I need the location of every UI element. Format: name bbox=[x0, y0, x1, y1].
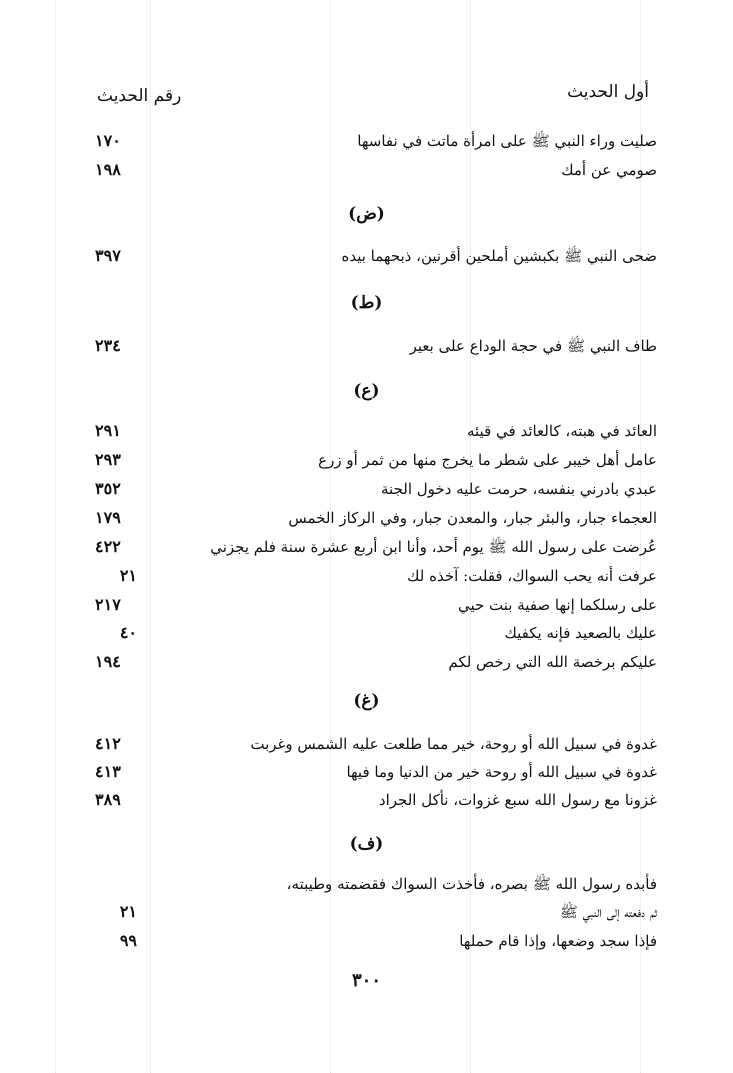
hadith-number: ٤١٣ bbox=[95, 762, 121, 781]
index-row bbox=[95, 592, 657, 618]
hadith-number: ١٩٤ bbox=[95, 652, 121, 671]
hadith-opening: على رسلكما إنها صفية بنت حيي bbox=[457, 596, 657, 614]
hadith-number: ٢١ bbox=[119, 566, 137, 585]
hadith-opening: ضحى النبي ﷺ بكبشين أملحين أقرنين، ذبحهما بيده bbox=[341, 247, 657, 265]
page-number: ٣٠٠ bbox=[351, 970, 381, 991]
index-row bbox=[95, 243, 657, 269]
hadith-opening: عرفت أنه يحب السواك، فقلت: آخذه لك bbox=[407, 567, 657, 585]
index-row bbox=[95, 899, 657, 925]
hadith-number: ٣٩٧ bbox=[95, 246, 121, 265]
hadith-opening: عليكم برخصة الله التي رخص لكم bbox=[448, 653, 657, 671]
index-row bbox=[95, 333, 657, 359]
letter-heading: (ع) bbox=[353, 381, 380, 401]
index-row bbox=[95, 871, 657, 897]
hadith-opening: غدوة في سبيل الله أو روحة، خير مما طلعت عليه الشمس وغربت bbox=[250, 735, 657, 753]
hadith-number: ٢٩٣ bbox=[95, 450, 121, 469]
hadith-opening: عُرضت على رسول الله ﷺ يوم أحد، وأنا ابن أربع عشرة سنة فلم يجزني bbox=[210, 538, 657, 556]
letter-heading: (ط) bbox=[350, 293, 383, 313]
hadith-number: ٢٣٤ bbox=[95, 336, 121, 355]
hadith-number: ٢١ bbox=[119, 902, 137, 921]
hadith-opening: العائد في هبته، كالعائد في قيئه bbox=[466, 422, 657, 440]
hadith-opening: صليت وراء النبي ﷺ على امرأة ماتت في نفاسها bbox=[357, 132, 657, 150]
index-row bbox=[95, 759, 657, 785]
hadith-number: ١٧٠ bbox=[95, 131, 121, 150]
hadith-opening: غزونا مع رسول الله سبع غزوات، نأكل الجراد bbox=[378, 791, 657, 809]
scan-guide-line bbox=[55, 0, 56, 1073]
hadith-number: ٩٩ bbox=[119, 931, 137, 950]
letter-heading: (ض) bbox=[348, 204, 385, 224]
hadith-number: ٣٨٩ bbox=[95, 790, 121, 809]
hadith-number: ٤٢٢ bbox=[95, 537, 121, 556]
hadith-opening: فإذا سجد وضعها، وإذا قام حملها bbox=[459, 932, 657, 950]
hadith-number: ٤٠ bbox=[119, 623, 137, 642]
index-row bbox=[95, 418, 657, 444]
hadith-number: ٣٥٢ bbox=[95, 479, 121, 498]
hadith-opening: عبدي بادرني بنفسه، حرمت عليه دخول الجنة bbox=[381, 480, 657, 498]
hadith-opening: صومي عن أمك bbox=[561, 161, 657, 179]
hadith-opening: غدوة في سبيل الله أو روحة خير من الدنيا وما فيها bbox=[346, 763, 657, 781]
letter-heading: (ف) bbox=[349, 834, 384, 854]
index-row bbox=[95, 476, 657, 502]
hadith-number: ٤١٢ bbox=[95, 734, 121, 753]
index-row bbox=[95, 505, 657, 531]
index-row bbox=[95, 620, 657, 646]
hadith-number: ٢٩١ bbox=[95, 421, 121, 440]
index-row bbox=[95, 157, 657, 183]
hadith-number: ٢١٧ bbox=[95, 595, 121, 614]
hadith-number: ١٩٨ bbox=[95, 160, 121, 179]
index-row bbox=[95, 534, 657, 560]
hadith-opening: عامل أهل خيبر على شطر ما يخرج منها من ثمر أو زرع bbox=[318, 451, 657, 469]
index-row bbox=[95, 563, 657, 589]
index-row bbox=[95, 787, 657, 813]
hadith-opening: طاف النبي ﷺ في حجة الوداع على بعير bbox=[409, 337, 657, 355]
column-header-number: رقم الحديث bbox=[97, 86, 182, 106]
hadith-opening: العجماء جبار، والبئر جبار، والمعدن جبار، وفي الركاز الخمس bbox=[288, 509, 657, 527]
index-row bbox=[95, 928, 657, 954]
index-row bbox=[95, 128, 657, 154]
column-header-hadith: أول الحديث bbox=[567, 82, 649, 102]
index-row bbox=[95, 447, 657, 473]
index-row bbox=[95, 731, 657, 757]
index-row bbox=[95, 649, 657, 675]
hadith-opening: فأبده رسول الله ﷺ بصره، فأخذت السواك فقضمته وطيبته، bbox=[286, 875, 657, 893]
hadith-number: ١٧٩ bbox=[95, 508, 121, 527]
letter-heading: (غ) bbox=[353, 691, 380, 711]
hadith-opening: عليك بالصعيد فإنه يكفيك bbox=[504, 624, 657, 642]
hadith-opening: ثم دفعته إلى النبي ﷺ bbox=[559, 903, 657, 921]
